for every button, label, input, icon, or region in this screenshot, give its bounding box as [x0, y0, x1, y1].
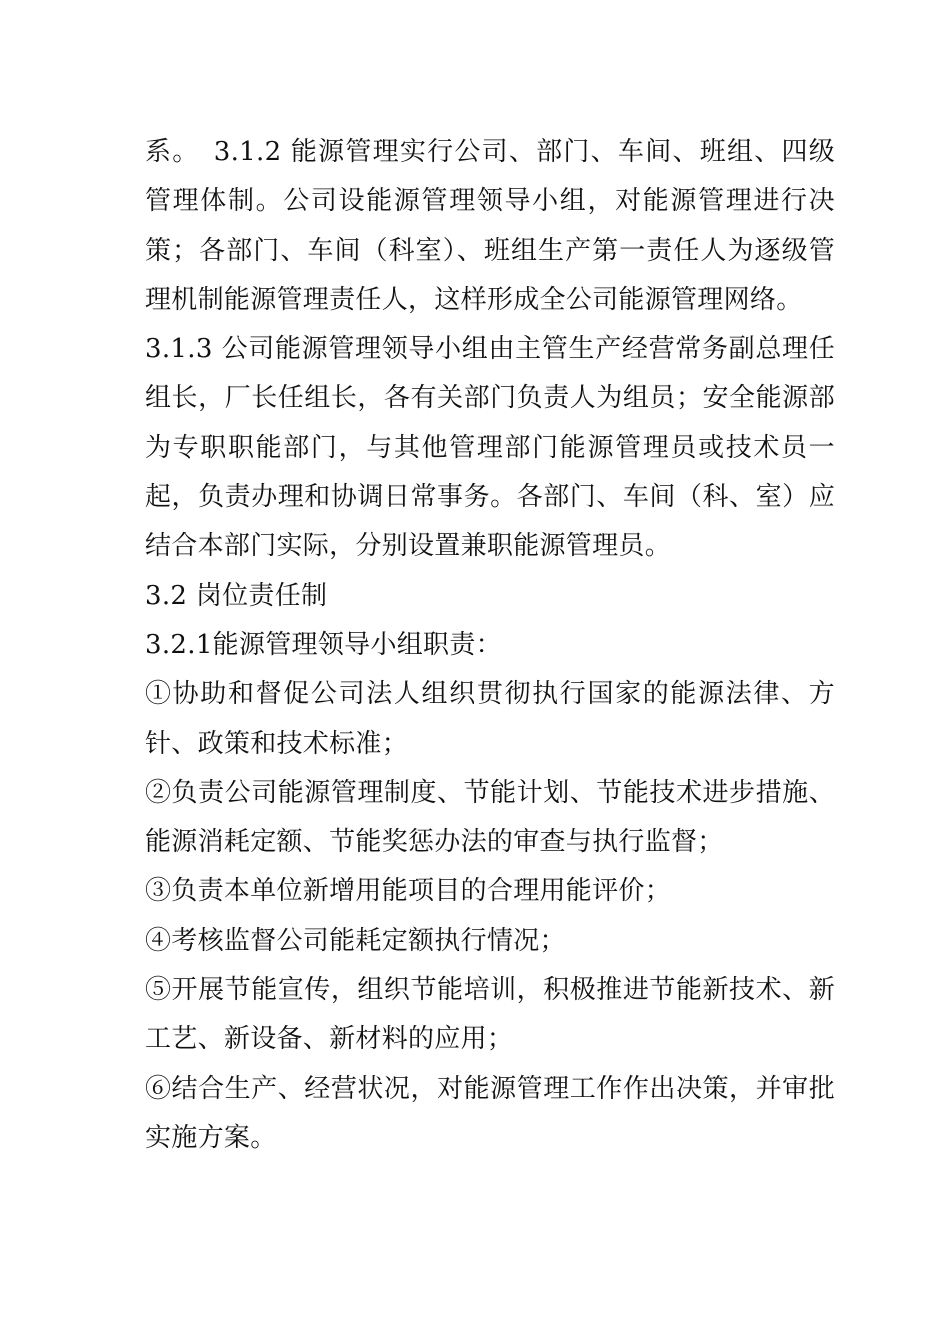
duty-item-1: ①协助和督促公司法人组织贯彻执行国家的能源法律、方针、政策和技术标准；	[145, 679, 835, 759]
subheading-3-2-1: 3.2.1能源管理领导小组职责：	[145, 629, 502, 660]
document-page	[145, 128, 835, 1163]
paragraph-3-1-3: 3.1.3 公司能源管理领导小组由主管生产经营常务副总理任组长，厂长任组长，各有关部门负责人为组员；安全能源部为专职职能部门，与其他管理部门能源管理员或技术员一起，负责办理和协调日常事务。各部门、车间（科、室）应结合本部门实际，分别设置兼职能源管理员。	[145, 334, 835, 562]
duty-item-5: ⑤开展节能宣传，组织节能培训，积极推进节能新技术、新工艺、新设备、新材料的应用；	[145, 975, 835, 1055]
duty-item-2: ②负责公司能源管理制度、节能计划、节能技术进步措施、能源消耗定额、节能奖惩办法的审查与执行监督；	[145, 777, 835, 858]
section-heading-3-2: 3.2 岗位责任制	[145, 580, 328, 611]
duty-item-4: ④考核监督公司能耗定额执行情况；	[145, 925, 566, 956]
duty-item-6: ⑥结合生产、经营状况，对能源管理工作作出决策，并审批实施方案。	[145, 1073, 835, 1153]
paragraph-3-1-2: 系。 3.1.2 能源管理实行公司、部门、车间、班组、四级管理体制。公司设能源管理领导小组，对能源管理进行决策；各部门、车间（科室）、班组生产第一责任人为逐级管理机制能源管理责任人，这样形成全公司能源管理网络。	[145, 137, 835, 315]
duty-item-3: ③负责本单位新增用能项目的合理用能评价；	[145, 876, 672, 907]
